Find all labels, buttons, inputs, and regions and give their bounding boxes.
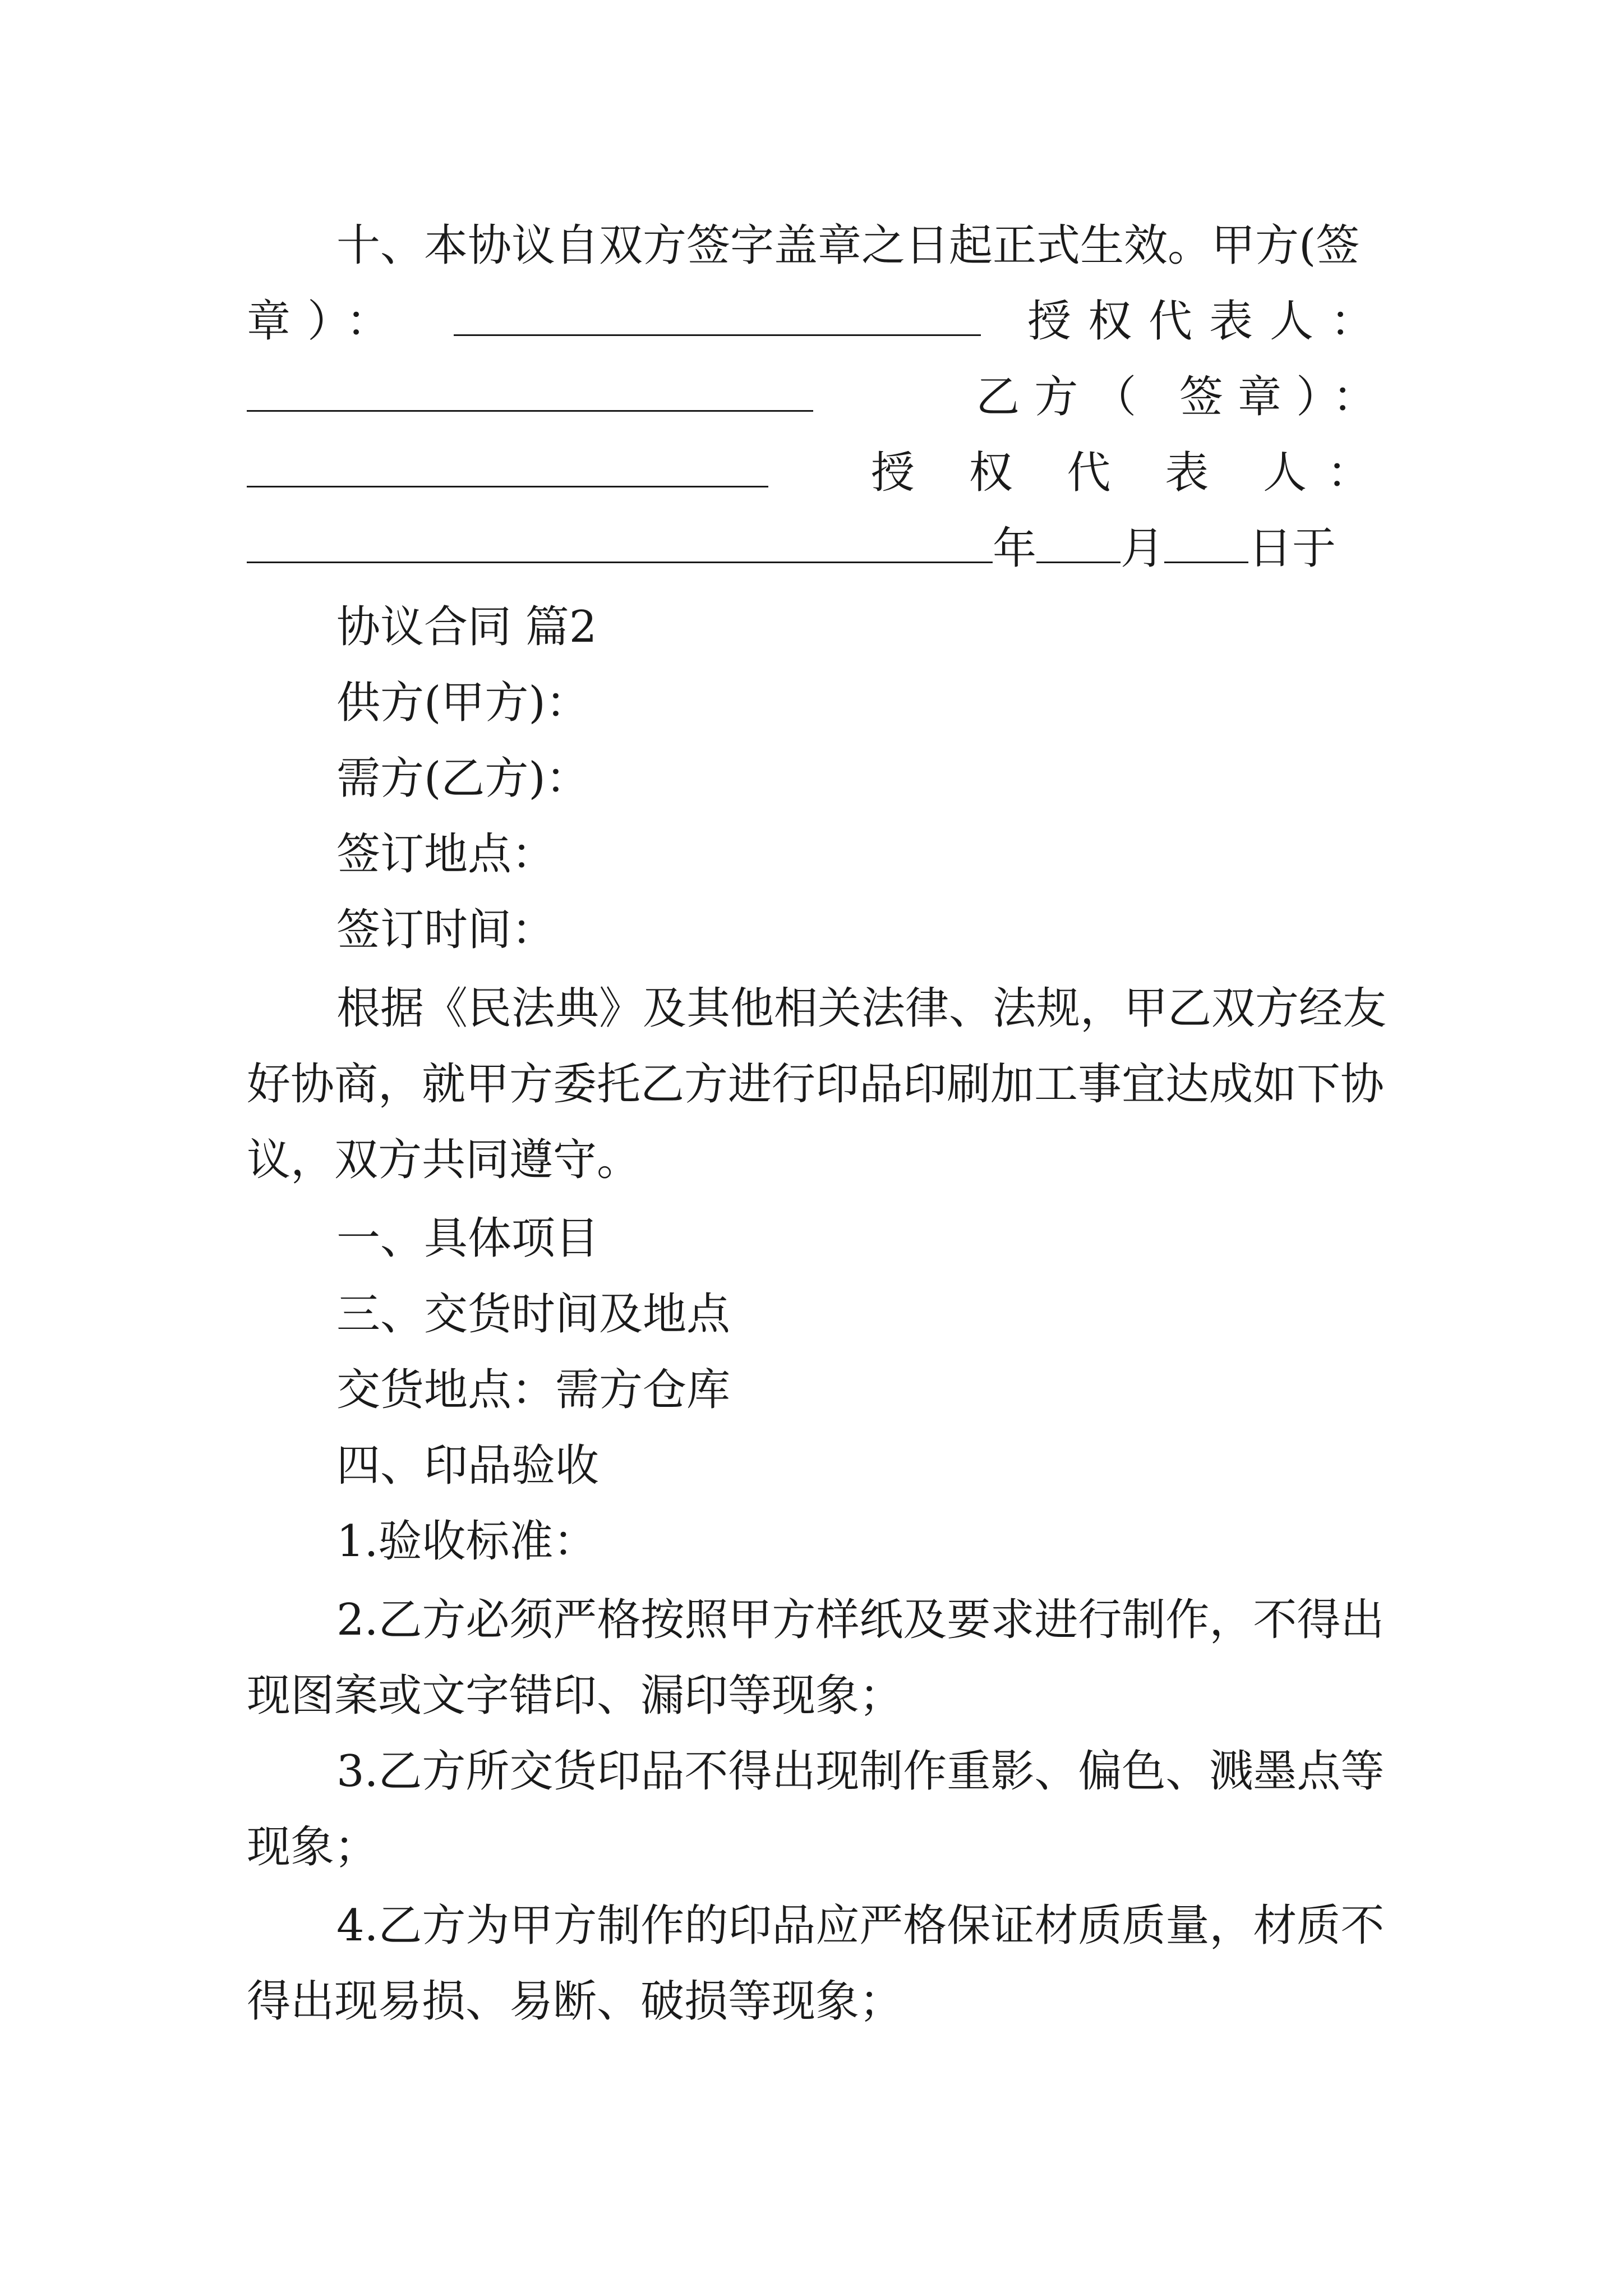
delivery-place-text: 交货地点：需方仓库 — [336, 1365, 731, 1415]
delivery-place-line — [336, 1363, 1391, 1417]
sign-place-label: 签订地点： — [336, 829, 556, 880]
acceptance-3-line-b — [247, 1820, 1391, 1874]
intro-text-3: 议，双方共同遵守。 — [247, 1135, 641, 1185]
intro-text-2: 好协商，就甲方委托乙方进行印品印刷加工事宜达成如下协 — [247, 1059, 1385, 1110]
buyer-line — [336, 752, 1391, 806]
item-3-line — [336, 1287, 1391, 1341]
acceptance-4-text-a: 4.乙方为甲方制作的印品应严格保证材质质量，材质不 — [336, 1901, 1385, 1951]
authorized-rep-blank-1[interactable] — [247, 371, 813, 412]
acceptance-3-line-a — [336, 1745, 1391, 1798]
party-a-seal-line — [247, 295, 1391, 348]
month-label: 月 — [1121, 523, 1165, 574]
month-blank[interactable] — [1036, 522, 1121, 563]
item-1-text: 一、具体项目 — [336, 1213, 600, 1264]
item-4-line — [336, 1439, 1391, 1493]
buyer-label: 需方(乙方)： — [336, 753, 589, 804]
acceptance-2-text-b: 现图案或文字错印、漏印等现象； — [247, 1671, 903, 1721]
date-line — [247, 522, 1391, 576]
acceptance-2-text-a: 2.乙方必须严格按照甲方样纸及要求进行制作，不得出 — [336, 1595, 1385, 1645]
intro-line-2 — [247, 1057, 1391, 1111]
party-a-seal-label: 章）： — [247, 296, 407, 347]
item-1-line — [336, 1212, 1391, 1266]
acceptance-4-line-b — [247, 1975, 1391, 2028]
acceptance-4-text-b: 得出现易损、易断、破损等现象； — [247, 1976, 903, 2027]
sign-place-line — [336, 827, 1391, 881]
acceptance-3-text-a: 3.乙方所交货印品不得出现制作重影、偏色、溅墨点等 — [336, 1746, 1385, 1797]
sign-time-line — [336, 903, 1391, 957]
day-label: 日于 — [1248, 523, 1336, 574]
supplier-label: 供方(甲方)： — [336, 678, 589, 728]
day-blank[interactable] — [1164, 522, 1248, 563]
acceptance-4-line-a — [336, 1899, 1391, 1953]
party-b-seal-label: 乙方（ 签章）： — [976, 372, 1391, 422]
intro-line-3 — [247, 1133, 1391, 1187]
authorized-rep-blank-2[interactable] — [247, 522, 993, 563]
authorized-rep-label-1: 授权代表人： — [1027, 296, 1391, 347]
clause-ten-text: 十、本协议自双方签字盖章之日起正式生效。甲方(签 — [336, 220, 1360, 271]
clause-ten-line — [336, 219, 1391, 273]
party-a-seal-blank[interactable] — [454, 295, 981, 336]
intro-text-1: 根据《民法典》及其他相关法律、法规，甲乙双方经友 — [336, 983, 1387, 1034]
authorized-rep-line-2 — [247, 446, 1391, 500]
item-3-text: 三、交货时间及地点 — [336, 1289, 731, 1340]
section-heading-text: 协议合同 篇2 — [336, 602, 597, 652]
acceptance-3-text-b: 现象； — [247, 1822, 379, 1872]
item-4-text: 四、印品验收 — [336, 1441, 600, 1491]
acceptance-2-line-b — [247, 1669, 1391, 1723]
section-heading — [336, 600, 1391, 654]
party-b-seal-line — [247, 370, 1391, 424]
supplier-line — [336, 676, 1391, 730]
acceptance-1-text: 1.验收标准： — [336, 1516, 597, 1567]
acceptance-1-line — [336, 1515, 1391, 1568]
intro-line-1 — [336, 982, 1391, 1036]
sign-time-label: 签订时间： — [336, 905, 556, 955]
party-b-seal-blank[interactable] — [247, 447, 768, 487]
year-label: 年 — [993, 523, 1037, 574]
authorized-rep-label-2: 授 权 代 表 人： — [870, 448, 1391, 498]
acceptance-2-line-a — [336, 1593, 1391, 1647]
